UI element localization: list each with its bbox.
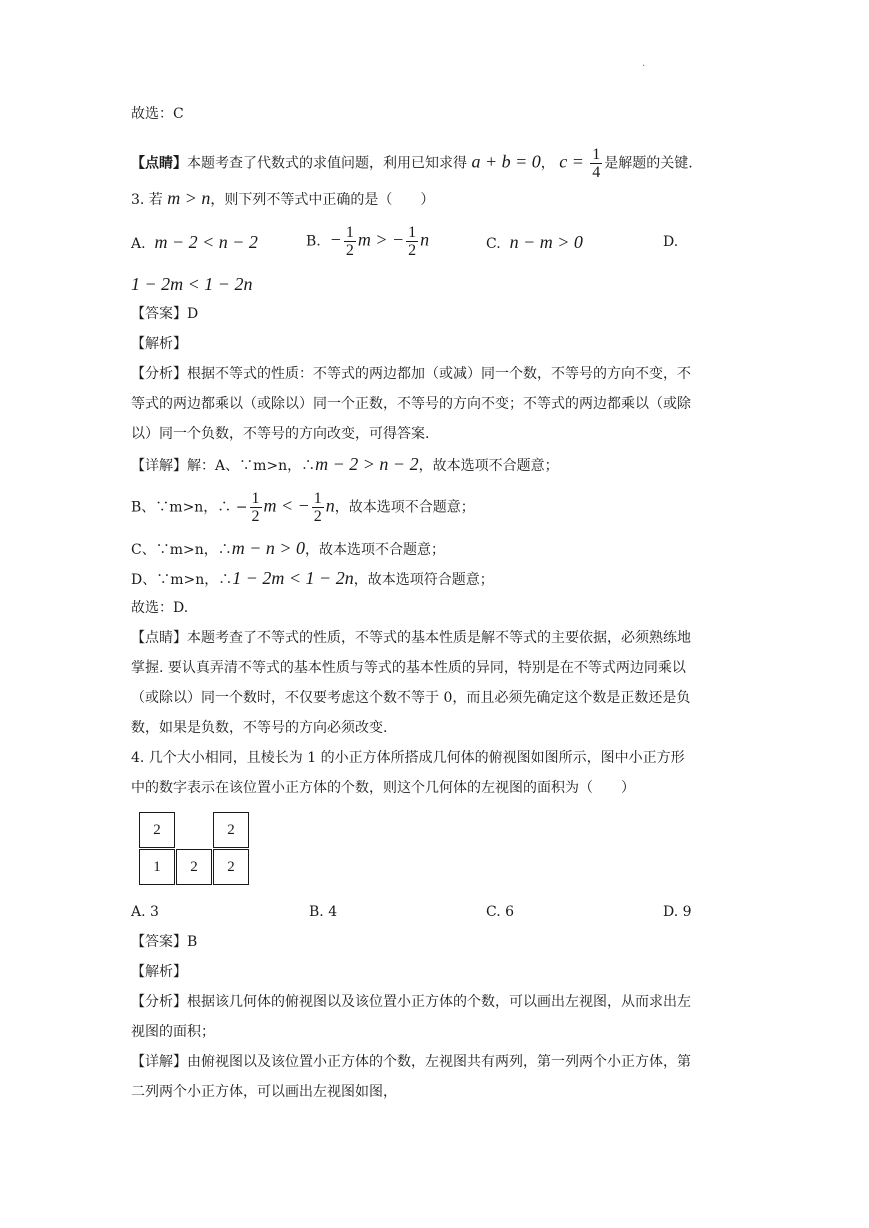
- grid-cell-bottom-right: 2: [213, 849, 249, 885]
- grid-cell-bottom-left: 1: [139, 849, 175, 885]
- q3-note-3: （或除以）同一个数时，不仅要考虑这个数不等于 0，而且必须先确定这个数是正数还是负: [131, 690, 691, 706]
- q4-option-d: D. 9: [663, 904, 692, 920]
- q3-note-4: 数，如果是负数，不等号的方向必须改变.: [131, 720, 388, 736]
- q3-note-1: 【点睛】本题考查了不等式的性质，不等式的基本性质是解不等式的主要依据，必须熟练地: [131, 630, 691, 646]
- q4-stem-1: 4. 几个大小相同，且棱长为 1 的小正方体所搭成几何体的俯视图如图所示，图中小正方形: [131, 750, 685, 766]
- q4-stem-2: 中的数字表示在该位置小正方体的个数，则这个几何体的左视图的面积为（ ）: [131, 780, 635, 796]
- q3-fenxi-2: 等式的两边都乘以（或除以）同一个正数，不等号的方向不变；不等式的两边都乘以（或除: [131, 396, 691, 412]
- q4-detail-1: 【详解】由俯视图以及该位置小正方体的个数，左视图共有两列，第一列两个小正方体，第: [131, 1054, 691, 1070]
- q3-fenxi-3: 以）同一个负数，不等号的方向改变，可得答案.: [131, 426, 430, 442]
- q2-choice: 故选：C: [131, 106, 184, 122]
- q2-note: 【点睛】本题考查了代数式的求值问题，利用已知求得 a + b = 0， c = $\frac{1}{4}$ 是解题的关键.: [131, 146, 693, 181]
- q3-choice: 故选：D.: [131, 600, 189, 616]
- q4-option-c: C. 6: [486, 904, 515, 920]
- q3-option-b: B. − $\frac{1}{2}$ m > − $\frac{1}{2}$ n: [306, 224, 430, 259]
- grid-cell-top-right: 2: [213, 812, 249, 848]
- q3-detail-b: B、∵m>n，∴ − $\frac{1}{2}$ m < − $\frac{1}{2}$ n，故本选项不合题意；: [131, 490, 475, 525]
- q3-detail-c: C、∵m>n，∴m − n > 0，故本选项不合题意；: [131, 538, 446, 558]
- q2-c: c =: [559, 151, 584, 172]
- grid-cell-bottom-mid: 2: [176, 849, 212, 885]
- grid-cell-top-left: 2: [139, 812, 175, 848]
- q3-answer: 【答案】D: [131, 306, 199, 322]
- top-view-grid: [139, 812, 251, 888]
- q4-option-a: A. 3: [131, 904, 159, 920]
- q2-eq1: a + b = 0: [471, 151, 541, 172]
- q3-stem: 3. 若 m > n，则下列不等式中正确的是（ ）: [131, 188, 435, 208]
- q3-analysis: 【解析】: [131, 336, 187, 352]
- q3-option-a: A. m − 2 < n − 2: [131, 232, 258, 252]
- q4-fenxi-1: 【分析】根据该几何体的俯视图以及该位置小正方体的个数，可以画出左视图，从而求出左: [131, 994, 691, 1010]
- q4-option-b: B. 4: [309, 904, 338, 920]
- q3-option-d-label: D.: [663, 234, 679, 250]
- q3-detail-a: 【详解】解：A、∵m>n，∴m − 2 > n − 2，故本选项不合题意；: [131, 454, 559, 474]
- q4-analysis: 【解析】: [131, 964, 187, 980]
- q2-fraction: $\frac{1}{4}$: [592, 146, 601, 181]
- q3-note-2: 掌握. 要认真弄清不等式的基本性质与等式的基本性质的异同，特别是在不等式两边同乘以: [131, 660, 686, 676]
- q3-option-d: 1 − 2m < 1 − 2n: [131, 274, 253, 294]
- q3-fenxi-1: 【分析】根据不等式的性质：不等式的两边都加（或减）同一个数，不等号的方向不变，不: [131, 366, 691, 382]
- q4-detail-2: 二列两个小正方体，可以画出左视图如图，: [131, 1084, 397, 1100]
- q3-detail-d: D、∵m>n，∴1 − 2m < 1 − 2n，故本选项符合题意；: [131, 568, 494, 588]
- q3-option-c: C. n − m > 0: [486, 232, 583, 252]
- q4-answer: 【答案】B: [131, 934, 198, 950]
- header-dot: .: [642, 58, 646, 69]
- q4-fenxi-2: 视图的面积；: [131, 1024, 215, 1040]
